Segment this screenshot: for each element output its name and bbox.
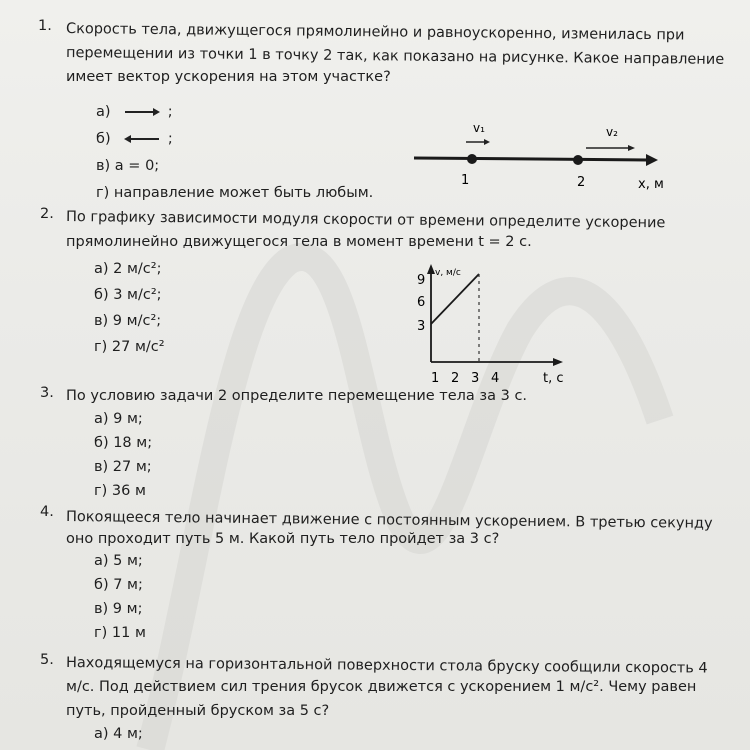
q3-option-a[interactable]: а) 9 м;: [94, 411, 143, 427]
graph-v-label: v, м/с: [435, 268, 461, 278]
graph-xtick-2: 2: [451, 371, 460, 386]
q5-line2: м/с. Под действием сил трения брусок движется с ускорением 1 м/с². Чему равен: [66, 679, 697, 695]
q4-number: 4.: [40, 504, 54, 520]
graph-ytick-6: 6: [417, 295, 426, 310]
q1-figure: [410, 118, 680, 198]
graph-xtick-3: 3: [471, 371, 480, 386]
q1-option-b[interactable]: [96, 128, 173, 150]
x-axis-line: [414, 158, 648, 160]
point-2-label: 2: [577, 175, 586, 190]
graph-v-arrowhead: [427, 264, 435, 274]
q1-line2: перемещении из точки 1 в точку 2 так, как показано на рисунке. Какое направление: [65, 45, 725, 68]
q2-velocity-graph: [405, 262, 575, 387]
q4-option-d[interactable]: г) 11 м: [94, 625, 146, 641]
q3-line1: По условию задачи 2 определите перемещение тела за 3 с.: [66, 388, 528, 404]
point-2-dot: [573, 155, 583, 165]
q4-line2: оно проходит путь 5 м. Какой путь тело пройдет за 3 с?: [66, 531, 500, 547]
point-1-dot: [467, 154, 477, 164]
q2-number: 2.: [40, 206, 54, 222]
v2-arrowhead: [628, 145, 635, 151]
q1-option-d[interactable]: г) направление может быть любым.: [96, 185, 374, 201]
x-axis-arrowhead: [646, 154, 658, 166]
graph-t-label: t, с: [543, 371, 564, 386]
q2-option-a[interactable]: а) 2 м/с²;: [94, 261, 162, 277]
q4-option-b[interactable]: б) 7 м;: [94, 577, 143, 593]
arrow-left-icon: [123, 133, 161, 145]
q1-option-a-tail: ;: [167, 104, 173, 120]
x-axis-label: x, м: [638, 177, 664, 192]
graph-velocity-line: [431, 274, 479, 324]
q2-option-d[interactable]: г) 27 м/с²: [94, 339, 165, 355]
q3-option-c[interactable]: в) 27 м;: [94, 459, 152, 475]
q4-option-a[interactable]: а) 5 м;: [94, 553, 143, 569]
q5-option-a[interactable]: а) 4 м;: [94, 726, 143, 742]
q2-option-b[interactable]: б) 3 м/с²;: [94, 287, 162, 303]
q1-line1: Скорость тела, движущегося прямолинейно и равноускоренно, изменилась при: [65, 21, 685, 44]
q2-option-c[interactable]: в) 9 м/с²;: [94, 313, 162, 329]
q1-option-a-label: а): [96, 104, 111, 120]
point-1-label: 1: [461, 173, 470, 188]
q1-option-a[interactable]: [96, 101, 173, 123]
arrow-right-icon: [123, 106, 161, 118]
q3-option-d[interactable]: г) 36 м: [94, 483, 146, 499]
q3-option-b[interactable]: б) 18 м;: [94, 435, 153, 451]
q1-line3: имеет вектор ускорения на этом участке?: [66, 69, 391, 85]
q1-option-b-tail: ;: [167, 131, 173, 147]
q3-number: 3.: [40, 385, 54, 401]
q2-line1: По графику зависимости модуля скорости от времени определите ускорение: [65, 209, 666, 232]
q2-line2: прямолинейно движущегося тела в момент времени t = 2 с.: [66, 234, 532, 250]
q1-option-b-label: б): [96, 131, 111, 147]
graph-t-arrowhead: [553, 358, 563, 366]
q4-option-c[interactable]: в) 9 м;: [94, 601, 143, 617]
graph-xtick-1: 1: [431, 371, 440, 386]
v1-label: v₁: [473, 121, 485, 135]
q5-number: 5.: [40, 652, 54, 668]
q5-line1: Находящемуся на горизонтальной поверхности стола бруску сообщили скорость 4: [65, 655, 708, 677]
q4-line1: Покоящееся тело начинает движение с постоянным ускорением. В третью секунду: [65, 509, 713, 532]
q1-number: 1.: [38, 18, 52, 34]
q5-line3: путь, пройденный бруском за 5 с?: [66, 703, 330, 719]
v2-label: v₂: [606, 125, 618, 139]
graph-ytick-3: 3: [417, 319, 426, 334]
graph-ytick-9: 9: [417, 273, 426, 288]
graph-xtick-4: 4: [491, 371, 500, 386]
v1-arrowhead: [484, 139, 490, 145]
q1-option-c[interactable]: в) а = 0;: [96, 158, 160, 174]
